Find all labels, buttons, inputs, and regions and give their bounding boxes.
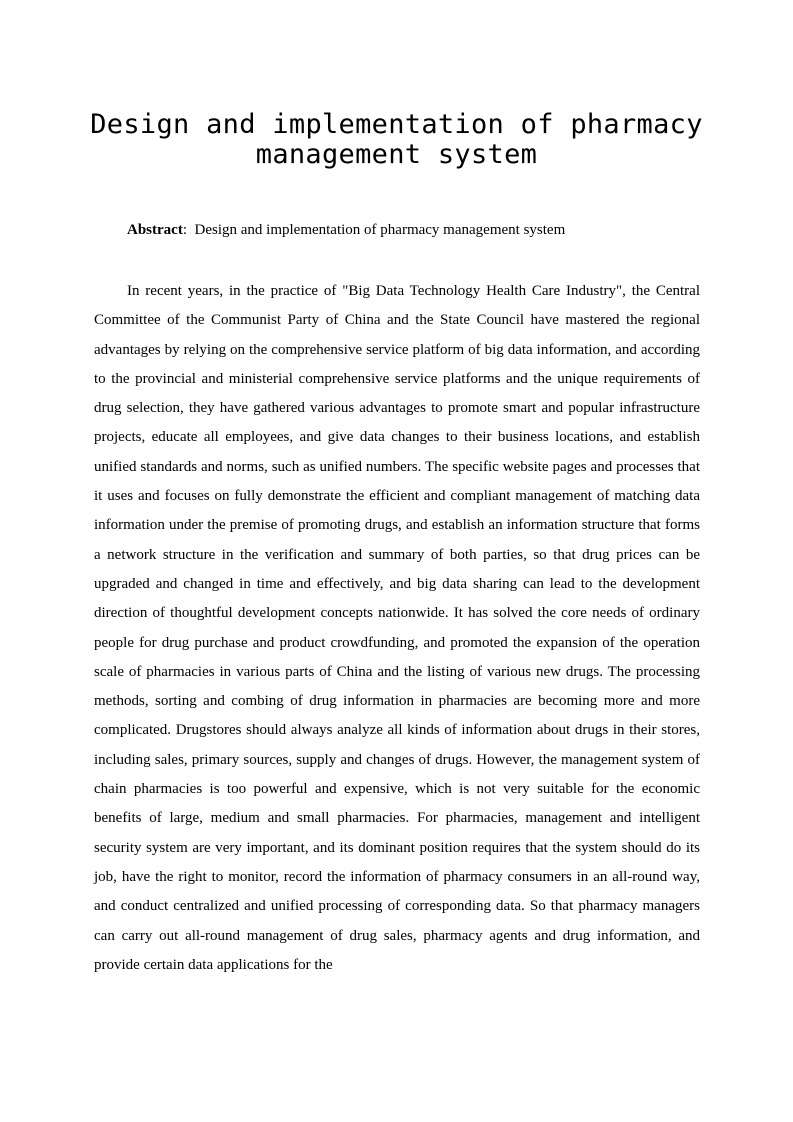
body-paragraph: In recent years, in the practice of "Big Data Technology Health Care Industry", the Central Committee of the Communist Party of China and the State Council have mastered the regional advantages by relying on the comprehensive service platform of big data information, and according to the provincial and ministerial comprehensive service platforms and the unique requirements of drug selection, they have gathered various advantages to promote smart and popular infrastructure projects, educate all employees, and give data changes to their business locations, and establish unified standards and norms, such as unified numbers. The specific website pages and processes that it uses and focuses on fully demonstrate the efficient and compliant management of matching data information under the premise of promoting drugs, and establish an information structure that forms a network structure in the verification and summary of both parties, so that drug prices can be upgraded and changed in time and effectively, and big data sharing can lead to the development direction of thoughtful development concepts nationwide. It has solved the core needs of ordinary people for drug purchase and product crowdfunding, and promoted the expansion of the operation scale of pharmacies in various parts of China and the listing of various new drugs. The processing methods, sorting and combing of drug information in pharmacies are becoming more and more complicated. Drugstores should always analyze all kinds of information about drugs in their stores, including sales, primary sources, supply and changes of drugs. However, the management system of chain pharmacies is too powerful and expensive, which is not very suitable for the economic benefits of large, medium and small pharmacies. For pharmacies, management and intelligent security system are very important, and its dominant position requires that the system should do its job, have the right to monitor, record the information of pharmacy consumers in an all-round way, and conduct centralized and unified processing of corresponding data. So that pharmacy managers can carry out all-round management of drug sales, pharmacy agents and drug information, and provide certain data applications for the (94, 283, 700, 973)
abstract-separator: : (182, 222, 187, 238)
abstract-label: Abstract (127, 222, 183, 238)
document-title: Design and implementation of pharmacy management system (90, 109, 703, 170)
abstract-text: Design and implementation of pharmacy management system (194, 222, 566, 238)
abstract-line (127, 219, 727, 241)
